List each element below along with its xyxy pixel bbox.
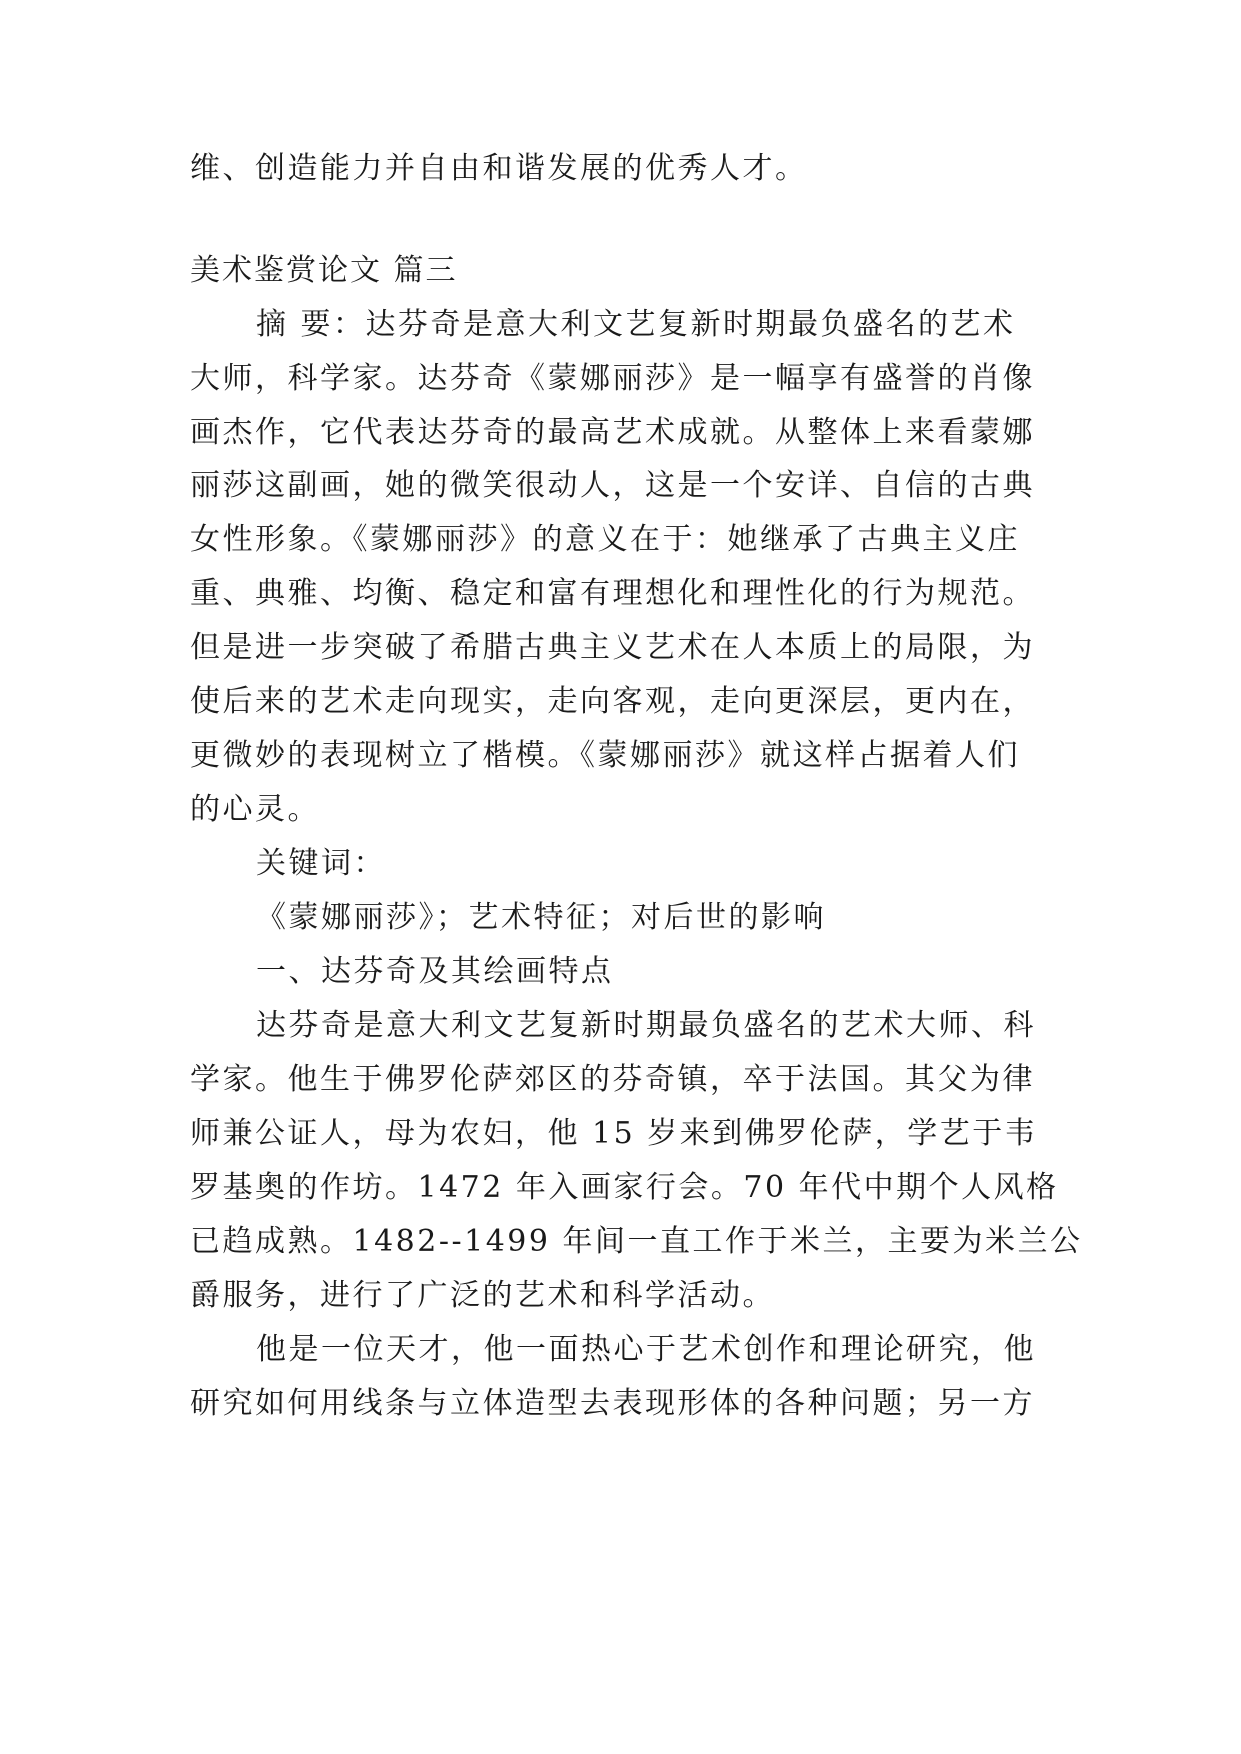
abstract-line: 使后来的艺术走向现实，走向客观，走向更深层，更内在，	[190, 684, 1035, 719]
abstract-line: 摘 要：达芬奇是意大利文艺复新时期最负盛名的艺术	[256, 307, 1016, 342]
paragraph-line: 他是一位天才，他一面热心于艺术创作和理论研究，他	[256, 1332, 1036, 1367]
abstract-line: 画杰作，它代表达芬奇的最高艺术成就。从整体上来看蒙娜	[190, 415, 1035, 450]
paragraph-line: 学家。他生于佛罗伦萨郊区的芬奇镇，卒于法国。其父为律	[190, 1062, 1035, 1097]
abstract-line: 女性形象。《蒙娜丽莎》的意义在于：她继承了古典主义庄	[190, 522, 1020, 557]
abstract-line: 重、典雅、均衡、稳定和富有理想化和理性化的行为规范。	[190, 576, 1035, 611]
abstract-line: 的心灵。	[190, 792, 320, 827]
closing-line: 维、创造能力并自由和谐发展的优秀人才。	[190, 151, 808, 186]
abstract-line: 丽莎这副画，她的微笑很动人，这是一个安详、自信的古典	[190, 468, 1035, 503]
keywords: 《蒙娜丽莎》；艺术特征；对后世的影响	[256, 900, 826, 935]
keywords-label: 关键词：	[256, 846, 386, 881]
section-heading: 美术鉴赏论文 篇三	[190, 253, 458, 288]
paragraph-line: 已趋成熟。1482--1499 年间一直工作于米兰，主要为米兰公	[190, 1224, 1083, 1259]
paragraph-line: 爵服务，进行了广泛的艺术和科学活动。	[190, 1278, 775, 1313]
abstract-line: 但是进一步突破了希腊古典主义艺术在人本质上的局限，为	[190, 630, 1035, 665]
paragraph-line: 罗基奥的作坊。1472 年入画家行会。70 年代中期个人风格	[190, 1170, 1059, 1205]
paragraph-line: 师兼公证人，母为农妇，他 15 岁来到佛罗伦萨，学艺于韦	[190, 1116, 1038, 1151]
abstract-line: 更微妙的表现树立了楷模。《蒙娜丽莎》就这样占据着人们	[190, 738, 1020, 773]
paragraph-line: 研究如何用线条与立体造型去表现形体的各种问题；另一方	[190, 1386, 1035, 1421]
paragraph-line: 达芬奇是意大利文艺复新时期最负盛名的艺术大师、科	[256, 1008, 1036, 1043]
abstract-line: 大师，科学家。达芬奇《蒙娜丽莎》是一幅享有盛誉的肖像	[190, 361, 1035, 396]
section-title: 一、达芬奇及其绘画特点	[256, 954, 614, 989]
